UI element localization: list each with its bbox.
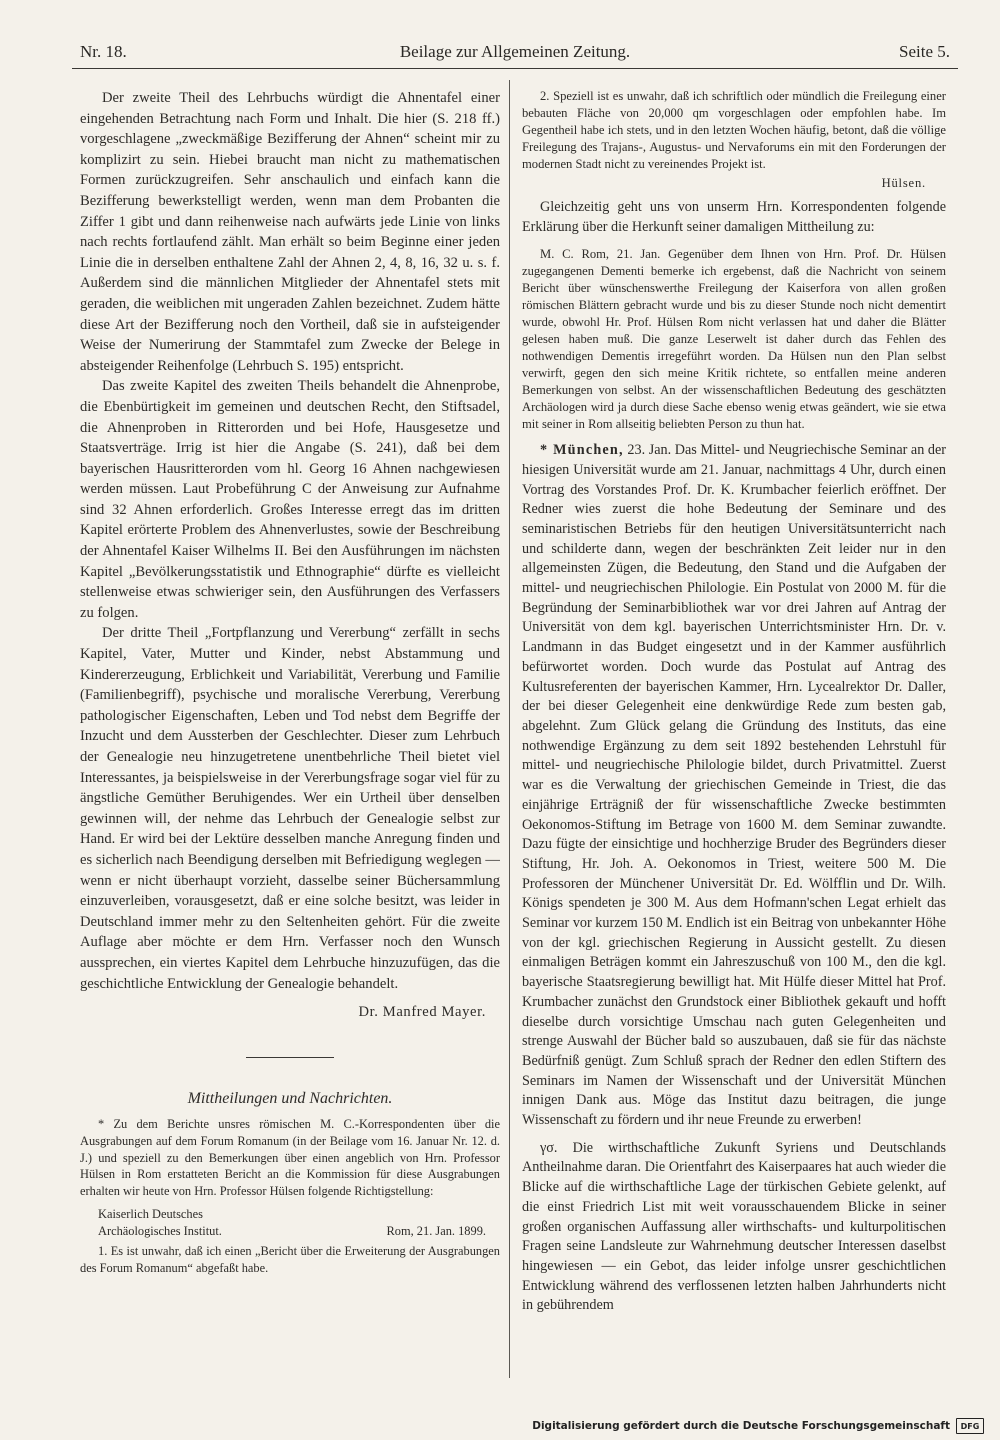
institute-line-2: Archäologisches Institut. xyxy=(98,1223,222,1238)
muenchen-dateline: * München, xyxy=(540,442,624,459)
institute-line-1: Kaiserlich Deutsches xyxy=(98,1207,203,1222)
review-paragraph-2: Das zweite Kapitel des zweiten Theils behandelt die Ahnenprobe, die Ebenbürtigkeit im gemeinen und deutschen Recht, den Stiftsadel, die Ahnenproben in Ritterorden und bei Hofe, Hausgesetze und Staatsverträge. Irrig ist hier die Angabe (S. 241), daß bei dem bayerischen Hausritterorden vom hl. Georg 16 Ahnen nachgewiesen werden müssen. Laut Probeführung C der Anweisung zur Aufnahme sind 32 Ahnen erforderlich. Großes Interesse erregt das im dritten Kapitel erörterte Problem des Ahnenverlustes, sowie der Beschreibung der Ahnentafel Kaiser Wilhelms II. Bei den Ausführungen im nächsten Kapitel „Bevölkerungsstatistik und Ethnographie“ dürfte es vielleicht stellenweise etwas schwieriger sein, den Ausführungen des Verfassers zu folgen. xyxy=(80,378,500,621)
left-column xyxy=(80,88,500,1410)
letter-place-date: Rom, 21. Jan. 1899. xyxy=(386,1223,486,1238)
correction-point-2: 2. Speziell ist es unwahr, daß ich schriftlich oder mündlich die Freilegung einer bebauten Fläche von 20,000 qm vorgeschlagen oder empfohlen habe. Im Gegentheil habe ich stets, und in den letzten Wochen häufig, betont, daß die völlige Freilegung des Trajans-, Augustus- und Nervaforums ein mit den Forderungen der modernen Stadt nicht zu vereinendes Projekt ist. xyxy=(522,89,946,172)
header-rule xyxy=(72,68,958,69)
hulsen-intro: * Zu dem Berichte unsres römischen M. C.-Korrespondenten über die Ausgrabungen auf dem Forum Romanum (in der Beilage vom 16. Januar Nr. 12. d. J.) und speziell zu den Bemerkungen über einen angeblich von Hrn. Professor Hülsen in Rom erstatteten Bericht an die Kommission für diese Ausgrabungen erhalten wir heute von Hrn. Professor Hülsen folgende Richtigstellung: xyxy=(80,1116,500,1199)
section-title: Mittheilungen und Nachrichten. xyxy=(187,1089,393,1107)
footer-credit: Digitalisierung gefördert durch die Deutsche Forschungsgemeinschaft xyxy=(532,1420,950,1432)
muenchen-seminar-article xyxy=(522,441,946,1131)
newspaper-title: Beilage zur Allgemeinen Zeitung. xyxy=(399,42,631,61)
correction-point-1: 1. Es ist unwahr, daß ich einen „Bericht über die Erweiterung der Ausgrabungen des Forum Romanum“ abgefaßt habe. xyxy=(80,1244,500,1276)
syria-article: γσ. Die wirthschaftliche Zukunft Syriens und Deutschlands Antheilnahme daran. Die Orientfahrt des Kaiserpaares hat auch wieder die Blicke auf die wirthschaftliche Lage der türkischen Gebiete gelenkt, auf die einst Friedrich List mit weit vorausschauendem Blicke in seiner großen organischen Auffassung aller wirthschafts- und kulturpolitischen Fragen seine Landsleute zur Wahrnehmung deutscher Interessen daselbst hingewiesen — ein Gebot, das leider infolge unsrer geschichtlichen Entwicklung während des verflossenen letzten halben Jahrhunderts nicht in gebührendem xyxy=(522,1139,946,1314)
correspondent-intro: Gleichzeitig geht uns von unserm Hrn. Korrespondenten folgende Erklärung über die Herkunft seiner damaligen Mittheilung zu: xyxy=(522,199,946,235)
correspondent-statement: M. C. Rom, 21. Jan. Gegenüber dem Ihnen von Hrn. Prof. Dr. Hülsen zugegangenen Dementi bemerke ich ergebenst, daß die Nachricht von seinem Bericht über wünschenswerthe Freilegung der Kaiserfora von allen großen römischen Blättern gebracht wurde und bis zu dieser Stunde noch nicht dementirt wurde, obwohl Hr. Prof. Hülsen Rom nicht verlassen hat und daher die Blätter gelesen haben muß. Die ganze Leserwelt ist daher durch das Fehlen des nothwendigen Dementis irregeführt worden. Da Hülsen nun den Plan selbst verwirft, gegen den sich meine Kritik richtete, so entfallen meine anderen Bemerkungen von selbst. An der wissenschaftlichen Bedeutung des geschätzten Archäologen wird ja durch diese Sache ebenso wenig etwas geändert, wie sie etwa mit seiner in Rom allseitig beliebten Person zu thun hat. xyxy=(522,246,946,432)
dfg-logo-icon: DFG xyxy=(956,1418,984,1434)
page-number: Seite 5. xyxy=(899,42,950,61)
review-paragraph-3: Der dritte Theil „Fortpflanzung und Vererbung“ zerfällt in sechs Kapitel, Vater, Mutter und Kinder, nebst Abstammung und Kindererzeugung, Erblichkeit und Variabilität, Vererbung und Familie (Familienbegriff), psychische und moralische Vererbung, Vererbung pathologischer Eigenschaften, Leben und Tod nebst dem Begriffe der Inzucht und dem Aussterben der Geschlechter. Dieser zum Lehrbuch der Genealogie neu hinzugetretene unentbehrliche Theil bietet viel Interessantes, ja beispielsweise in der Vererbungsfrage sogar viel für zu ängstliche Gemüther Beruhigendes. Wer ein Urtheil über denselben gewinnen will, der nehme das Lehrbuch der Genealogie selbst zur Hand. Er wird bei der Lektüre desselben manche Anregung finden und es sicherlich nach Beendigung derselben mit Befriedigung weglegen — wenn er nicht überhaupt vorzieht, dasselbe seiner Büchersammlung einzuverleiben, vorausgesetzt, daß er eine solche besitzt, was leider in Deutschland immer mehr zu den Seltenheiten gehört. Für die zweite Auflage aber möchte er dem Hrn. Verfasser noch den Wunsch aussprechen, ein viertes Kapitel dem Lehrbuche hinzuzufügen, das die geschichtliche Entwicklung der Genealogie behandelt. xyxy=(80,625,500,992)
muenchen-seminar-text: 23. Jan. Das Mittel- und Neugriechische Seminar an der hiesigen Universität wurde am 21. Januar, nachmittags 4 Uhr, durch einen Vortrag des Vorstandes Prof. Dr. K. Krumbacher feierlich eröffnet. Der Redner wies zuerst die hohe Bedeutung der Seminare und des seminaristischen Betriebs für den heutigen Universitätsunterricht nach und schilderte dann, wegen der beschränkten Zeit leider nur in den allgemeinsten Zügen, die Bedeutung, den Stand und die Aufgaben der mittel- und neugriechischen Philologie. Ein Postulat von 2000 M. für die Begründung der Seminarbibliothek war vor drei Jahren auf Antrag der Universität von dem kgl. bayerischen Unterrichtsminister Hrn. Dr. v. Landmann in das Budget eingesetzt und in der Kammer ausführlich befürwortet worden. Doch wurde das Postulat auf Antrag des Kultusreferenten der bayerischen Kammer, Hrn. Lycealrektor Dr. Daller, der bei dieser Gelegenheit eine denkwürdige Rede zum besten gab, abgelehnt. Zum Glück gelang die Gründung des Instituts, das eine nothwendige Ergänzung zu dem seit 1892 bestehenden Lehrstuhl für mittel- und neugriechische Philologie bildet, durch Privatmittel. Zuerst war es die Verwaltung der griechischen Gemeinde in Triest, die das einjährige Erträgniß der für wissenschaftliche Zwecke bestimmten Oekonomos-Stiftung im Betrage von 1600 M. dem Seminar zuwandte. Dazu fügte der einsichtige und hochherzige Bruder des Begründers dieser Stiftung, Hr. Joh. A. Oekonomos in Triest, weitere 500 M. Die Professoren der Münchener Universität Dr. Ed. Wölfflin und Dr. Wilh. Königs spendeten je 300 M. Aus dem Hofmann'schen Legat erhielt das Seminar vor kurzem 150 M. Endlich ist ein Beitrag von unbekannter Höhe von der kgl. griechischen Regierung in Aussicht gestellt. Zu diesen einmaligen Beträgen kommt ein Jahreszuschuß von 100 M., den die kgl. bayerische Staatsregierung bewilligt hat. Mit Hülfe dieser Mittel hat Prof. Krumbacher zunächst den Grundstock einer Bibliothek gekauft und hofft dieselbe durch vorsichtige Umschau nach guten Gelegenheiten und strenge Auswahl der Bücher bald so auszubauen, daß sie für das nächste Bedürfniß genügt. Zum Schluß sprach der Redner den edlen Stiftern des Seminars im Namen der Wissenschaft und der Universität München innigen Dank aus. Möge das Institut dazu beitragen, die junge Wissenschaft zu fördern und ihr neue Freunde zu erwerben! xyxy=(522,442,946,1129)
right-column xyxy=(522,88,946,1380)
page-header xyxy=(72,40,958,68)
column-divider xyxy=(509,80,510,1378)
letter-heading xyxy=(80,1206,500,1239)
section-separator xyxy=(246,1057,334,1058)
review-signature: Dr. Manfred Mayer. xyxy=(358,1004,486,1021)
digitization-footer xyxy=(532,1418,984,1434)
review-paragraph-1: Der zweite Theil des Lehrbuchs würdigt die Ahnentafel einer eingehenden Betrachtung nach Form und Inhalt. Die hier (S. 218 ff.) vorgeschlagene „zweckmäßige Bezifferung der Ahnen“ scheint mir zu komplizirt zu sein. Hiebei braucht man nicht zu mathematischen Formen zurückzugreifen. Sehr anschaulich und einfach kann die Bezifferung bewerkstelligt werden, wenn man dem Probanten die Ziffer 1 gibt und dann reihenweise nach aufwärts jede Linie von links nach rechts fortlaufend zählt. Man erhält so beim Beginne einer jeden Linie die in derselben enthaltene Zahl der Ahnen 2, 4, 8, 16, 32 u. s. f. Außerdem sind die männlichen Mitglieder der Ahnentafel stets mit geraden, die weiblichen mit ungeraden Zahlen bezeichnet. Zudem hätte diese Art der Bezifferung noch den Vortheil, daß sie in aufsteigender Weise der Numerirung der Stammtafel zum Zwecke der Belege in absteigender Reihenfolge (Lehrbuch S. 195) entspricht. xyxy=(80,90,500,374)
hulsen-signature: Hülsen. xyxy=(881,176,926,191)
issue-number: Nr. 18. xyxy=(80,42,127,61)
